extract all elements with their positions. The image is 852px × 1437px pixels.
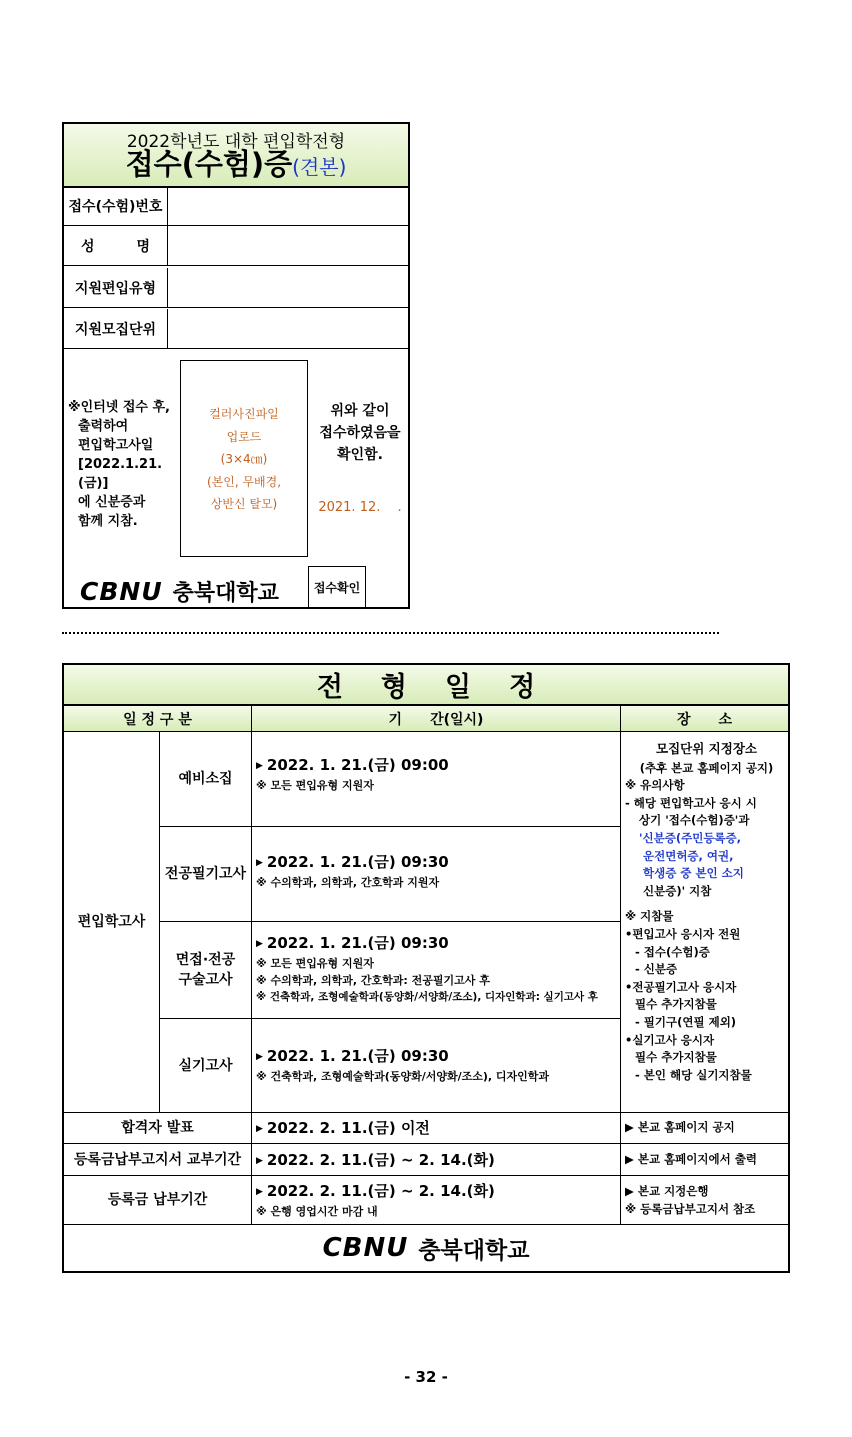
place-cell: ▶ 본교 지정은행 ※ 등록금납부고지서 참조 xyxy=(621,1176,788,1225)
receipt-confirm-label: 접수확인 xyxy=(308,566,366,607)
row-label-notice: 등록금납부고지서 교부기간 xyxy=(64,1144,252,1176)
cbnu-logo-mark: CBNU xyxy=(80,576,163,606)
cbnu-logo-name: 충북대학교 xyxy=(418,1237,530,1264)
ticket-header-line1: 2022학년도 대학 편입학전형 xyxy=(126,132,346,152)
period-note: ※ 수의학과, 의학과, 간호학과 지원자 xyxy=(256,876,440,889)
ticket-row-label: 지원편입유형 xyxy=(64,268,168,307)
ticket-row-type xyxy=(64,268,408,308)
schedule-table xyxy=(62,663,790,1273)
sub-category: 전공필기고사 xyxy=(160,827,252,922)
ticket-row-name xyxy=(64,226,408,266)
admission-ticket xyxy=(62,122,410,609)
row-label-result: 합격자 발표 xyxy=(64,1113,252,1144)
period-cell xyxy=(252,827,621,922)
period-date: ▶ 2022. 1. 21.(금) 09:30 xyxy=(256,1045,620,1068)
ticket-header xyxy=(64,124,408,188)
header-period: 기 간(일시) xyxy=(252,706,621,732)
period-date: ▶ 2022. 1. 21.(금) 09:30 xyxy=(256,851,620,874)
period-note: ※ 건축학과, 조형예술학과(동양화/서양화/조소), 디자인학과: 실기고사 후 xyxy=(256,991,598,1003)
sub-category: 예비소집 xyxy=(160,732,252,827)
ticket-row-value xyxy=(168,268,408,307)
ticket-row-label: 접수(수험)번호 xyxy=(64,186,168,225)
period-cell xyxy=(252,1113,621,1144)
page-number: - 32 - xyxy=(404,1368,448,1386)
ticket-note: ※인터넷 접수 후, 출력하여 편입학고사일 [2022.1.21.(금)] 에 신분증과 함께 지참. xyxy=(68,400,170,529)
exam-group-label: 편입학고사 xyxy=(64,732,160,1113)
ticket-row-value xyxy=(168,309,408,348)
period-date: ▶ 2022. 2. 11.(금) ~ 2. 14.(화) xyxy=(256,1180,620,1203)
confirm-date: 2021. 12. . xyxy=(318,500,402,515)
ticket-title: 접수(수험)증(견본) xyxy=(125,147,347,181)
ticket-sample-mark: (견본) xyxy=(292,155,347,179)
period-cell xyxy=(252,1019,621,1113)
place-cell: ▶ 본교 홈페이지에서 출력 xyxy=(621,1144,788,1176)
header-place: 장 소 xyxy=(621,706,788,732)
place-cell: 모집단위 지정장소 (추후 본교 홈페이지 공지) ※ 유의사항 - 해당 편입학고사 응시 시 상기 '접수(수험)증'과 '신분증(주민등록증, 운전면허증, 여권, 학생증 중 본인 소지 신분증)' 지참 ※ 지참물 •편입고사 응시자 전원 - 접수(수험)증 - 신분증 •전공필기고사 응시자 필수 추가지참물 - 필기구(연필 제외) •실기고사 응시자 필수 추가지참물 - 본인 해당 실기지참물 xyxy=(621,732,788,1113)
ticket-row-label: 성 명 xyxy=(64,226,168,265)
period-cell xyxy=(252,922,621,1019)
period-note: ※ 은행 영업시간 마감 내 xyxy=(256,1205,378,1218)
period-date: ▶ 2022. 2. 11.(금) 이전 xyxy=(256,1117,620,1140)
period-date: ▶ 2022. 1. 21.(금) 09:00 xyxy=(256,754,620,777)
period-note: ※ 건축학과, 조형예술학과(동양화/서양화/조소), 디자인학과 xyxy=(256,1070,550,1083)
period-date: ▶ 2022. 1. 21.(금) 09:30 xyxy=(256,932,620,955)
ticket-row-value xyxy=(168,186,408,225)
period-note: ※ 모든 편입유형 지원자 xyxy=(256,779,374,792)
sub-category: 실기고사 xyxy=(160,1019,252,1113)
ticket-row-exam-number xyxy=(64,186,408,226)
period-cell xyxy=(252,1176,621,1225)
photo-upload-box: 컬러사진파일 업로드 (3×4㎝) (본인, 무배경, 상반신 탈모) xyxy=(180,360,308,557)
period-date: ▶ 2022. 2. 11.(금) ~ 2. 14.(화) xyxy=(256,1149,620,1172)
ticket-photo-section xyxy=(64,350,408,607)
ticket-row-label: 지원모집단위 xyxy=(64,309,168,348)
schedule-title: 전형일정 xyxy=(64,665,788,706)
header-category: 일 정 구 분 xyxy=(64,706,252,732)
cbnu-footer-logo xyxy=(64,1225,788,1271)
cut-line xyxy=(62,632,719,634)
cbnu-logo-name: 충북대학교 xyxy=(172,580,279,606)
cbnu-logo-mark: CBNU xyxy=(322,1233,409,1263)
ticket-row-unit xyxy=(64,309,408,349)
place-cell: ▶ 본교 홈페이지 공지 xyxy=(621,1113,788,1144)
period-cell xyxy=(252,1144,621,1176)
period-note: ※ 수의학과, 의학과, 간호학과: 전공필기고사 후 xyxy=(256,974,490,987)
period-note: ※ 모든 편입유형 지원자 xyxy=(256,957,374,970)
period-cell xyxy=(252,732,621,827)
confirm-statement: 위와 같이 접수하였음을 확인함. xyxy=(319,403,401,463)
sub-category: 면접·전공 구술고사 xyxy=(160,922,252,1019)
cbnu-logo xyxy=(80,575,295,607)
ticket-row-value xyxy=(168,226,408,265)
row-label-payment: 등록금 납부기간 xyxy=(64,1176,252,1225)
